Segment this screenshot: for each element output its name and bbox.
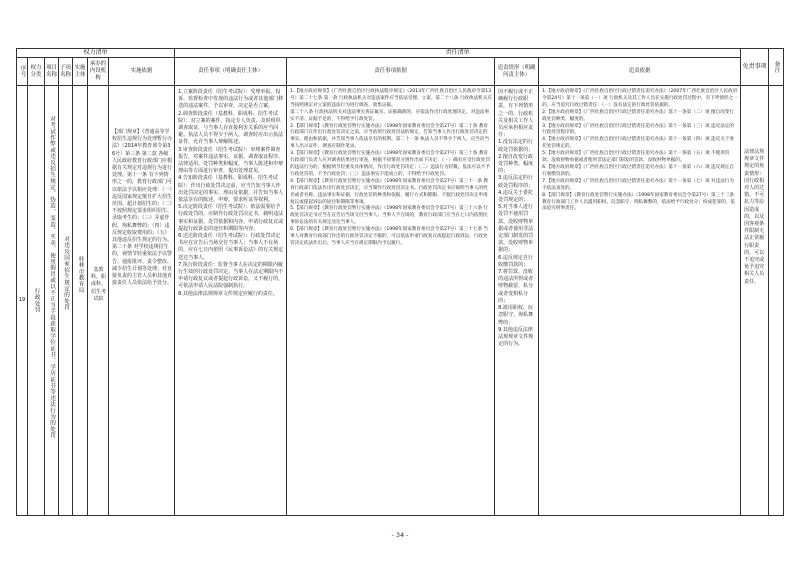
implementing-body-cell: 桂林市教育局	[73, 86, 88, 516]
internal-agency-header: 承办的内设机构	[88, 58, 109, 86]
sub-item-name-cell: 对违反国家招生规定的处罚	[59, 86, 73, 516]
internal-agency-cell: 基教科、职成科、招生考试院	[88, 86, 109, 516]
responsibility-matters-cell: 1.立案阶段责任（招生考试院）：受理举报、投诉、监督检查中发现的违法行为或者其他部门移送的违法案件，予以审查，决定是否立案。 2.调查阶段责任（基教科、职成科、招生考试院）：对立案的案件，指定专人负责，及时组织调查取证，与当事人有直接利害关系的应当回避。执法人员不得少于两人，调查时应出示执法证件，允许当事人辩解陈述。 3.审查阶段责任（招生考试院）：审理案件调查报告，对案件违法事实、证据、调查取证程序、法律适用、处罚种类和幅度、当事人陈述和申辩理由等方面进行审查，提出处理意见。 4.告知阶段责任（基教科、职成科、招生考试院）：作出行政处罚决定前，应当告知当事人作出处罚决定的事实、理由及依据，并告知当事人依法享有的陈述、申辩、要求听证等权利。 5.决定阶段责任（招生考试院）：依法需要给予行政处罚的，应制作行政处罚决定书，载明违法事实和证据、处罚依据和内容、申请行政复议或提起行政诉讼的途径和期限等内容。 6.送达阶段责任（招生考试院）：行政处罚决定书应在宣告后当场交付当事人；当事人不在场的，应在七日内依照《民事诉讼法》的有关规定送达当事人。 7.执行阶段责任：监督当事人在决定的期限内履行生效的行政处罚决定。当事人在法定期限内不申请行政复议或者提起行政诉讼，又不履行的，可依法申请人民法院强制执行。 8.其他法律法规规章文件规定应履行的责任。	[175, 86, 287, 516]
group-header-row	[17, 49, 784, 58]
power-category-cell: 行政处罚	[28, 86, 45, 516]
implementation-basis-cell: 【部门规章】《普通高等学校招生违规行为处理暂行办法》（2014年教育部令第36号）第三条 第二款 各级人民政府教育行政部门应根据有关规定对违规行为进行处理。第十一条 有下列情形之一的，教育行政部门可以依法予以相应处理：（一）违反国家规定擅自扩大招生范围、超计划招生的；（二）不按照规定要求组织招生、录取考生的；（三）弄虚作假、徇私舞弊的；（四）违反规定收取费用的；（五）其他违反招生规定的行为。第二十条 对学校违规招生的，视情节轻重依法予以警告、通报批评、责令整改、减少招生计划等处理；对直接负责的主管人员和其他直接责任人员依法给予处分。	[109, 86, 175, 516]
accountability-basis-cell: 1.【地方政府规章】《广西壮族自治区行政过错责任追究办法》（2007年广西壮族自治区人民政府令第24号）第十一条第（一）项 行政机关及其工作人员在实施行政处罚过程中，有下列情形之一的，应当追究行政过错责任：（一）没有法定的行政处罚依据的。 2.【地方政府规章】《广西壮族自治区行政过错责任追究办法》第十一条第（二）项 擅自改变行政处罚种类、幅度的。 3.【地方政府规章】《广西壮族自治区行政过错责任追究办法》第十一条第（三）项 违反法定的行政处罚程序的。 4.【地方政府规章】《广西壮族自治区行政过错责任追究办法》第十一条第（四）项 违反关于委托处罚规定的。 5.【地方政府规章】《广西壮族自治区行政过错责任追究办法》第十一条第（五）项 不使用罚款、没收财物单据或者使用非法定部门制发的罚款、没收财物单据的。 6.【地方政府规章】《广西壮族自治区行政过错责任追究办法》第十一条第（六）项 违反规定自行收缴罚款的。 7.【地方政府规章】《广西壮族自治区行政过错责任追究办法》第十一条第（七）项 对违法行为不依法查处的。 8.【部门规章】《教育行政处罚暂行实施办法》（1998年国家教育委员会令第27号）第三十三条 教育行政部门工作人员滥用职权、玩忽职守、徇私舞弊的，依法给予行政处分；构成犯罪的，依法追究刑事责任。	[539, 86, 741, 516]
item-name-cell: 对考试作弊或违反招生规定、伪造、变造、买卖、使用假冒或以不正当手段获取学位证书、学历证书等违法行为的处罚	[45, 86, 59, 516]
power-category-header: 权力分类	[28, 58, 45, 86]
item-name-header: 项目名称	[45, 58, 59, 86]
accountability-situation-header: 追责情形（明确问责主体）	[495, 58, 539, 86]
remarks-header: 备注	[769, 49, 784, 86]
column-header-row	[17, 58, 784, 86]
responsibility-list-header: 责任清单	[175, 49, 741, 58]
seq-cell: 19	[17, 86, 28, 516]
seq-header: 序号	[17, 58, 28, 86]
accountability-basis-header: 追责依据	[539, 58, 741, 86]
implementation-basis-header: 实施依据	[109, 58, 175, 86]
exemption-header: 免责事项	[741, 49, 769, 86]
responsibility-basis-cell: 1.【地方政府规章】《广西壮族自治区行政执法程序规定》（2013年广西壮族自治区人民政府令第13号）第二十七条 第一款 行政执法机关对违法案件应当依法受理、立案。第二十八条 行政执法机关应当按照规定对立案的违法行为进行调查、收集证据。 第二十八条 行政执法机关对违法事实查证属实、证据确凿的，应依法作出行政处理决定。对违法事实不清、证据不足的，不得给予行政处罚。 2.【部门规章】《教育行政处罚暂行实施办法》（1998年国家教育委员会令第27号）第二十条 教育行政部门在作出行政处罚决定之前，应当依照行政处罚法的规定，告知当事人作出行政处罚决定的事实、理由和依据，并告知当事人依法享有的权利。第二十一条 执法人员不得少于两人，应当向当事人出示证件，调查应制作笔录。 3.【部门规章】《教育行政处罚暂行实施办法》（1998年国家教育委员会令第27号）第三十条 教育行政部门负责人应对调查结果进行审查，根据不同情况分别作出如下决定：（一）确有应受行政处罚的违法行为的，根据情节轻重及具体情况，作出行政处罚决定；（二）违法行为轻微，依法可以不予行政处罚的，不予行政处罚；（三）违法事实不能成立的，不得给予行政处罚。 4.【部门规章】《教育行政处罚暂行实施办法》（1998年国家教育委员会令第27号）第三十一条 教育行政部门依法作出行政处罚决定，应当制作行政处罚决定书。行政处罚决定书应载明当事人的姓名或者名称、违法事实和证据、行政处罚的种类和依据、履行方式和期限、不服行政处罚决定申请复议或提起诉讼的途径和期限等事项。 5.【部门规章】《教育行政处罚暂行实施办法》（1998年国家教育委员会令第27号）第三十六条 行政处罚决定书应当在宣告后当场交付当事人；当事人不在场的，教育行政部门应当在七日内依照民事诉讼法的有关规定送达当事人。 6.【部门规章】《教育行政处罚暂行实施办法》（1998年国家教育委员会令第27号）第三十七条 当事人对教育行政部门作出的行政处罚决定不服的，可以依法申请行政复议或提起行政诉讼。行政处罚决定依法作出后，当事人应当在规定期限内予以履行。	[287, 86, 495, 516]
power-list-header: 权力清单	[17, 49, 175, 58]
sub-item-name-header: 子项名称	[59, 58, 73, 86]
implementing-body-header: 实施主体	[73, 58, 88, 86]
exemption-cell: 法律法规规章文件规定的免责情形：因行政相对人的过错、不可抗力等原因造成的，以及因客观条件限制无法正常履行职责的，可以不追究或免予追究相关人员责任。	[741, 86, 769, 516]
responsibility-table	[16, 48, 784, 516]
remarks-cell	[769, 86, 784, 516]
responsibility-basis-header: 责任事项依据	[287, 58, 495, 86]
page-number: - 34 -	[391, 531, 409, 539]
accountability-situation-cell: 因不履行或不正确履行行政职责，有下列情形之一的，行政机关及相关工作人员应承担相应责任： 1.没有法定的行政处罚依据的； 2.擅自改变行政处罚种类、幅度的； 3.违反法定的行政处罚程序的； 4.违反关于委托处罚规定的； 5.对当事人进行处罚不使用罚款、没收财物单据或者使用非法定部门制发的罚款、没收财物单据的； 6.违反规定自行收缴罚款的； 7.将罚款、没收的违法所得或者财物截留、私分或者变相私分的； 8.滥用职权、玩忽职守、徇私舞弊的； 9.其他违反法律法规规章文件规定的行为。	[495, 86, 539, 516]
table-row	[17, 86, 784, 516]
responsibility-matters-header: 责任事项（明确责任主体）	[175, 58, 287, 86]
